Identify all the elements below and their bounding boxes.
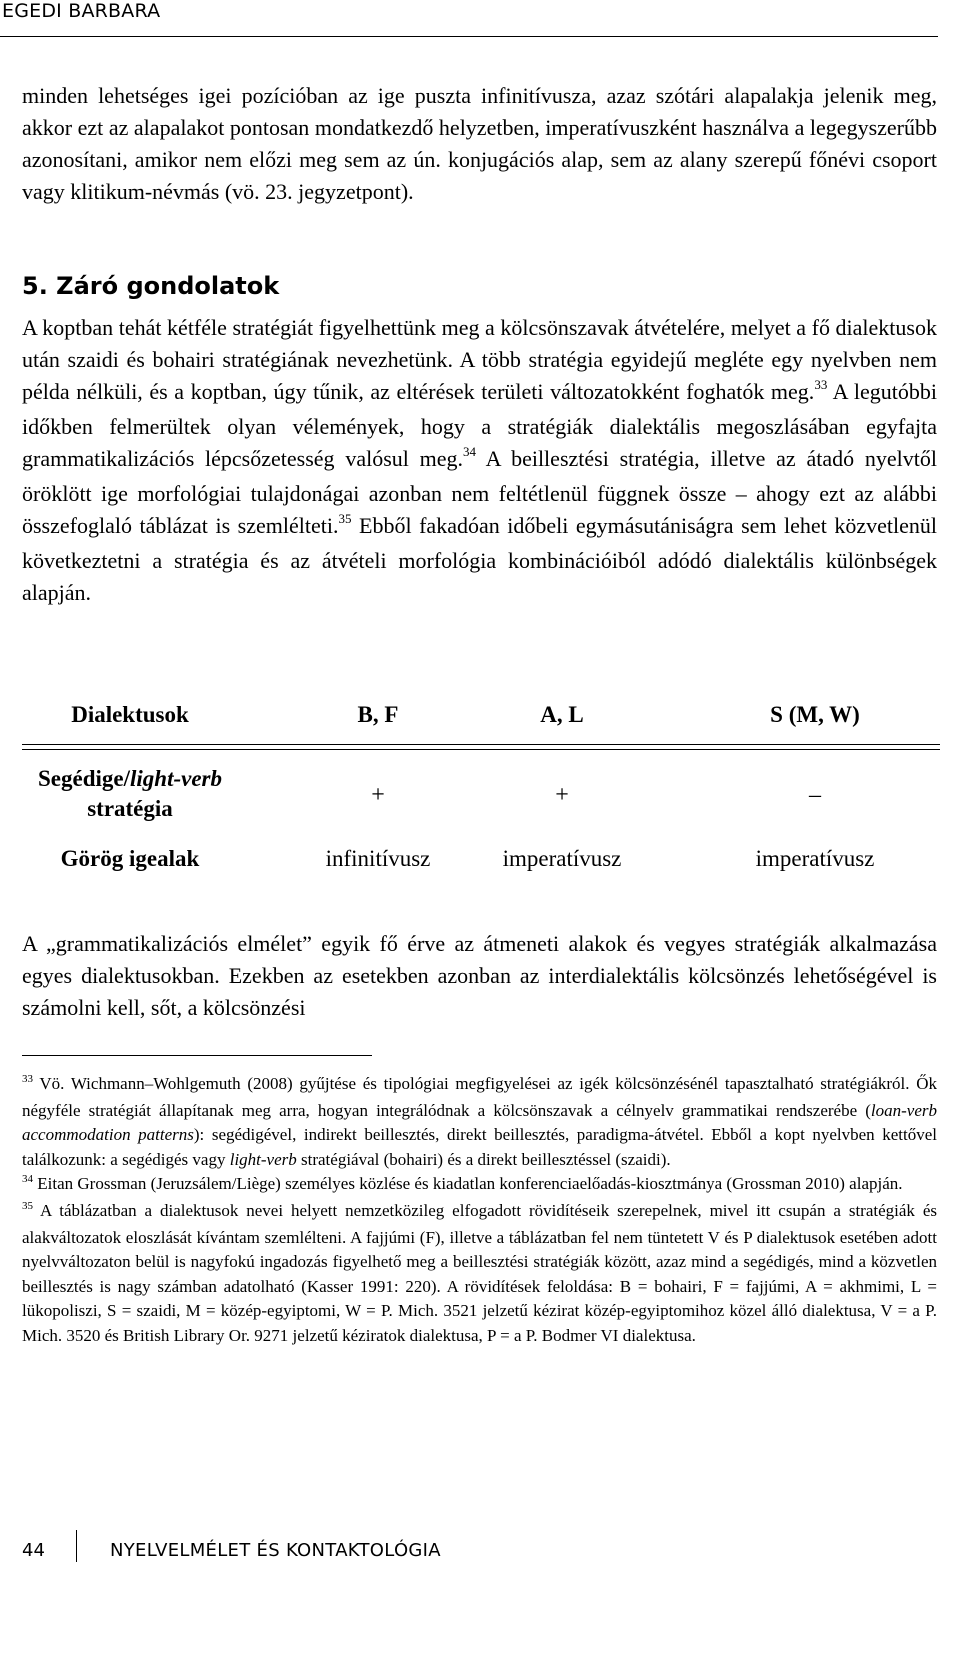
table-header-cell: B, F <box>357 702 399 727</box>
page-number: 44 <box>22 1540 45 1561</box>
paragraph-continuation: A „grammatikalizációs elmélet” egyik fő érve az átmeneti alakok és vegyes stratégiák alkalmazása egyes dialektusokban. Ezekben az esetekben azonban az interdialektális kölcsönzés lehetőségével is számolni kell, sőt, a kölcsönzési <box>22 931 937 1020</box>
paragraph-intro: minden lehetséges igei pozícióban az ige puszta infinitívusza, azaz szótári alapalakja jelenik meg, akkor ezt az alapalakot pontosan mondatkezdő helyzetben, imperatívuszként használva a legegyszerűbb azonosítani, amikor nem előzi meg sem az ún. konjugációs alap, sem az alany szerepű főnévi csoport vagy klitikum-névmás (vö. 23. jegyzetpont). <box>22 83 937 204</box>
paragraph-conclusions <box>22 312 937 609</box>
footnote-number: 35 <box>22 1199 33 1212</box>
footnote-34: $^{34}$ Eitan Grossman (Jeruzsálem/Liège) személyes közlése és kiadatlan konferenciaelőadás-kiosztmánya (Grossman 2010) alapján. <box>22 1173 903 1194</box>
table-rule <box>22 749 940 750</box>
table-header-cell: S (M, W) <box>770 702 860 727</box>
table-rule <box>22 744 940 745</box>
table-cell: + <box>555 782 569 808</box>
paragraph-text: A legutóbbi időkben felmerültek olyan vélemények, hogy a stratégiák dialektális megoszlásában egyfajta grammatikalizációs lépcsőzetesség valósul meg. <box>22 379 938 471</box>
footnote-33: $^{33}$ Vö. Wichmann–Wohlgemuth (2008) gyűjtése és tipológiai megfigyelései az igék kölcsönzésénél tapasztalható stratégiákról. Ők négyféle stratégiát állapítanak meg arra, hogyan integrálódnak a kölcsönszavak a célnyelv grammatikai rendszerébe (loan-verb accommodation patterns): segédigével, indirekt beillesztés, direkt beillesztés, paradigma-átvétel. Ebből a kopt nyelvben kettővel találkozunk: a segédigés vagy light-verb stratégiával (bohairi) és a direkt beillesztéssel (szaidi). <box>22 1073 937 1169</box>
footnote-ref[interactable]: 33 <box>814 377 828 392</box>
footnote-separator <box>22 1055 372 1056</box>
section-heading: 5. Záró gondolatok <box>22 272 280 300</box>
table-row <box>22 764 940 828</box>
footer-divider <box>76 1530 77 1562</box>
footnote-number: 34 <box>22 1173 33 1186</box>
footnotes <box>22 1072 937 1349</box>
footnote-ref[interactable]: 35 <box>338 511 352 526</box>
table-header-cell: Dialektusok <box>71 702 189 727</box>
table-cell: – <box>809 782 821 808</box>
footnote-ref[interactable]: 34 <box>463 444 477 459</box>
table-row-label: Görög igealak <box>60 846 200 871</box>
paragraph-text: A koptban tehát kétféle stratégiát figyelhettünk meg a kölcsönszavak átvételére, melyet a fő dialektusok után szaidi és bohairi stratégiának nevezhetünk. A több stratégia egyidejű megléte egy nyelvben nem példa nélküli, és a koptban, úgy tűnik, az eltérések területi változatokként foghatók meg. <box>22 315 937 404</box>
table-cell: + <box>371 782 385 808</box>
table-header-row <box>22 702 940 736</box>
table-row-label: Segédige/light-verb stratégia <box>38 766 222 821</box>
paragraph-text: A beillesztési stratégia, illetve az átadó nyelvtől öröklött ige morfológiai tulajdonágai azonban nem feltétlenül függnek össze – ahogy ezt az alábbi összefoglaló táblázat is szemlélteti. <box>22 446 937 538</box>
running-head-text: EGEDI BARBARA <box>2 0 161 22</box>
table-header-cell: A, L <box>540 702 584 727</box>
table-cell: imperatívusz <box>755 846 875 871</box>
running-head <box>0 0 938 37</box>
footnote-number: 33 <box>22 1073 33 1085</box>
table-cell: imperatívusz <box>502 846 622 871</box>
footnote-35: $^{35}$ A táblázatban a dialektusok nevei helyett nemzetközileg elfogadott rövidítéseik szerepelnek, mivel itt csupán a stratégiák és alakváltozatok eloszlását kívántam szemlélteni. A fajjúmi (F), illetve a táblázatban fel nem tüntetett V és P dialektusok esetében adott nyelvváltozaton belül is nagyfokú ingadozás figyelhető meg a beillesztési stratégiák között, azaz mind a segédigés, mind a közvetlen beillesztés is nagy számban adatolható (Kasser 1991: 220). A rövidítések feloldása: B = bohairi, F = fajjúmi, A = akhmimi, L = lükopoliszi, S = szaidi, M = közép-egyiptomi, W = P. Mich. 3521 jelzetű kézirat közép-egyiptomihoz közel álló dialektusa, V = a P. Mich. 3520 és British Library Or. 9271 jelzetű kéziratok dialektusa, P = a P. Bodmer VI dialektusa. <box>22 1199 937 1345</box>
paragraph-text: Ebből fakadóan időbeli egymásutániságra sem lehet közvetlenül következtetni a stratégia és az átvételi morfológia kombinációiból adódó dialektális különbségek alapján. <box>22 513 937 605</box>
running-foot-title: NYELVELMÉLET ÉS KONTAKTOLÓGIA <box>110 1540 441 1561</box>
table-cell: infinitívusz <box>325 846 431 871</box>
table-row <box>22 846 940 880</box>
